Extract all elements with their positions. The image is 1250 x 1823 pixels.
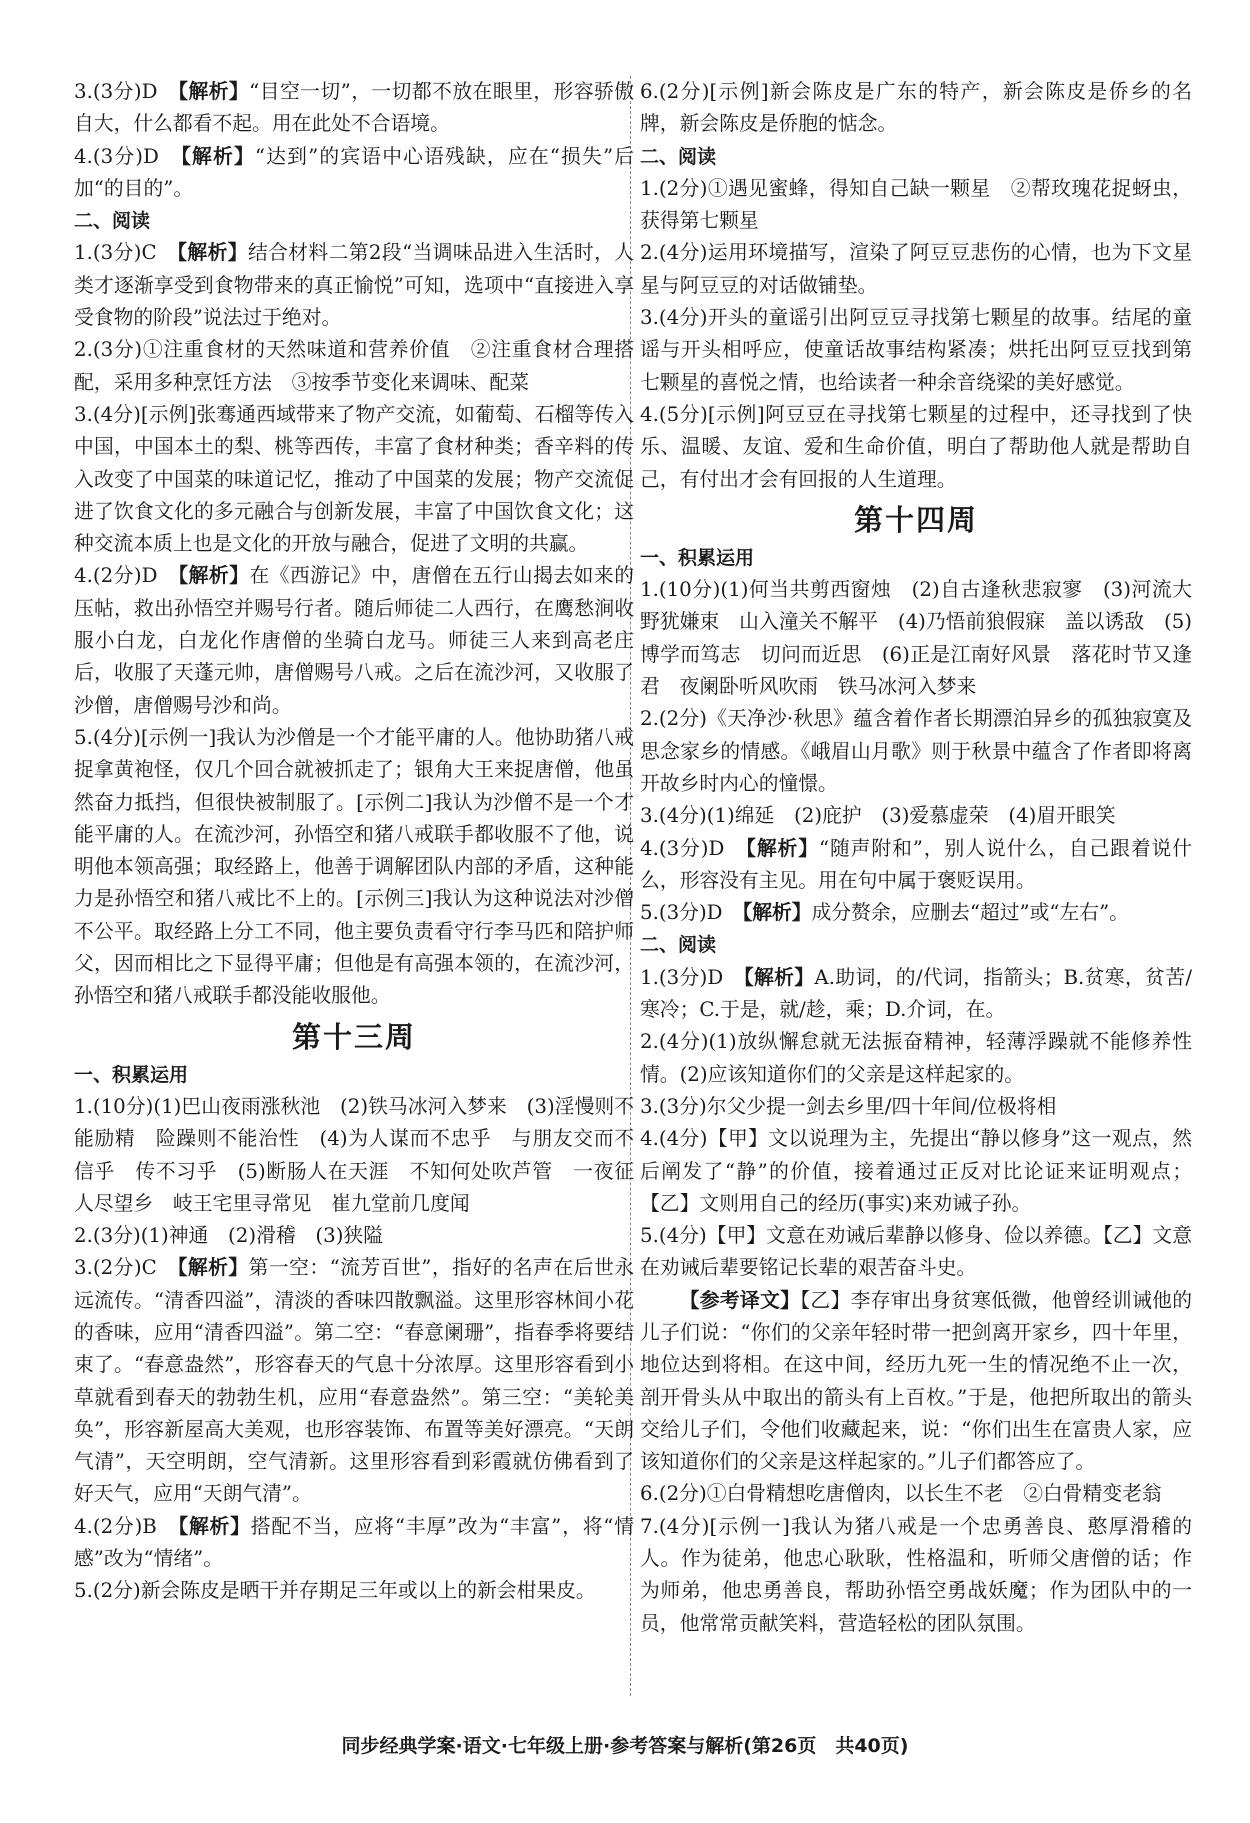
answer-text: “达到”的宾语中心语残缺，应在“损失”后加“的目的”。: [74, 144, 635, 200]
left-column: [74, 76, 634, 1608]
answer-text: 第一空：“流芳百世”，指好的名声在后世永远流传。“清香四溢”，清淡的香味四散飘溢。这里形容林间小花的香味，应用“清香四溢”。第二空：“春意阑珊”，指春季将要结束了。“春意盎然”，形容春天的气息十分浓厚。这里形容看到小草就看到春天的勃勃生机，应用“春意盎然”。第三空：“美轮美奂”，形容新屋高大美观，也形容装饰、布置等美好漂亮。“天朗气清”，天空明朗，空气清新。这里形容看到彩霞就仿佛看到了好天气，应用“天朗气清”。: [74, 1256, 634, 1506]
analysis-tag: 【解析】: [743, 965, 815, 989]
answer-item: [640, 1123, 1192, 1220]
answer-number: 3.: [74, 402, 93, 426]
answer-text: [示例一]我认为猪八戒是一个忠勇善良、憨厚滑稽的人。作为徒弟，他忠心耿耿，性格温和，听师父唐僧的话；作为师弟，他忠勇善良，帮助孙悟空勇战妖魔；作为团队中的一员，他常常贡献笑料，营造轻松的团队氛围。: [640, 1514, 1192, 1635]
answer-item: [640, 703, 1192, 800]
answer-number: 3.: [640, 1094, 659, 1118]
answer-text: 尔父少提一剑去乡里/四十年间/位极将相: [706, 1094, 1057, 1118]
answer-number: 1.: [74, 1094, 93, 1118]
answer-item: [74, 334, 634, 399]
answer-text: A.助词，的/代词，指箭头；B.贫寒，贫苦/寒冷；C.于是，就/趁，乘；D.介词，在。: [640, 965, 1192, 1022]
analysis-tag: 【解析】: [177, 241, 248, 265]
answer-text: (1)巴山夜雨涨秋池 (2)铁马冰河入梦来 (3)淫慢则不能励精 险躁则不能治性 (4)为人谋而不忠乎 与朋友交而不信乎 传不习乎 (5)断肠人在天涯 不知何处吹芦管 一夜征人尽望乡 岐王宅里寻常见 崔九堂前几度闻: [74, 1094, 634, 1215]
answer-score: (2分): [658, 176, 708, 200]
answer-text: ①白骨精想吃唐僧肉，以长生不老 ②白骨精变老翁: [706, 1482, 1162, 1506]
section-heading: 二、阅读: [640, 934, 717, 957]
answer-item: [640, 76, 1192, 141]
answer-item: [74, 1091, 634, 1220]
answer-text: 结合材料二第2段“当调味品进入生活时，人类才逐渐享受到食物带来的真正愉悦”可知，选项中“直接进入享受食物的阶段”说法过于绝对。: [74, 241, 635, 330]
answer-number: 4.: [640, 836, 659, 860]
answer-item: [640, 173, 1192, 238]
answer-item: [74, 1220, 634, 1252]
answer-score: (2分)B: [92, 1514, 157, 1538]
answer-number: 5.: [74, 725, 93, 749]
answer-text: (1)绵延 (2)庇护 (3)爱慕虚荣 (4)眉开眼笑: [706, 804, 1116, 828]
reference-translation: [640, 1285, 1192, 1479]
answer-item: [640, 1026, 1192, 1091]
answer-number: 4.: [640, 1127, 659, 1151]
answer-number: 6.: [640, 1482, 659, 1506]
answer-text: (1)何当共剪西窗烛 (2)自古逢秋悲寂寥 (3)河流大野犹嫌束 山入潼关不解平 (4)乃悟前狼假寐 盖以诱敌 (5)博学而笃志 切问而近思 (6)正是江南好风景 落花时节又逢君 夜阑卧听风吹雨 铁马冰河入梦来: [640, 578, 1192, 699]
answer-item: [74, 1511, 634, 1576]
answer-score: (3分): [658, 1094, 707, 1118]
answer-number: 2.: [640, 1030, 659, 1054]
answer-item: [74, 141, 634, 206]
answer-text: [示例]张骞通西域带来了物产交流，如葡萄、石榴等传入中国，中国本土的梨、桃等西传，丰富了食材种类；香辛料的传入改变了中国菜的味道记忆，推动了中国菜的发展；物产交流促进了饮食文化的多元融合与创新发展，丰富了中国饮食文化；这种交流本质上也是文化的开放与融合，促进了文明的共赢。: [74, 402, 635, 556]
answer-text: [示例一]我认为沙僧是一个才能平庸的人。他协助猪八戒捉拿黄袍怪，仅几个回合就被抓走了；银角大王来捉唐僧，他虽然奋力抵挡，但很快被制服了。[示例二]我认为沙僧不是一个才能平庸的人。在流沙河，孙悟空和猪八戒联手都收服不了他，说明他本领高强；取经路上，他善于调解团队内部的矛盾，这种能力是孙悟空和猪八戒比不上的。[示例三]我认为这种说法对沙僧不公平。取经路上分工不同，他主要负责看守行李马匹和陪护师父，因而相比之下显得平庸；但他是有高强本领的，在流沙河，孙悟空和猪八戒联手都没能收服他。: [74, 725, 635, 1008]
answer-number: 3.: [74, 80, 93, 103]
answer-text: (1)神通 (2)滑稽 (3)狭隘: [140, 1224, 383, 1248]
week-heading: 第十三周: [291, 1019, 416, 1054]
answer-number: 4.: [74, 564, 93, 588]
answer-score: (4分): [658, 1514, 710, 1538]
answer-text: 【甲】文意在劝诫后辈静以修身、俭以养德。【乙】文意在劝诫后辈要铭记长辈的艰苦奋斗史。: [640, 1224, 1192, 1280]
answer-item: [640, 1220, 1192, 1285]
reference-translation-text: 【乙】李存审出身贫寒低微，他曾经训诫他的儿子们说：“你们的父亲年轻时带一把剑离开家乡，四十年里，地位达到将相。在这中间，经历九死一生的情况绝不止一次，剖开骨头从中取出的箭头有上百枚。”于是，他把所取出的箭头交给儿子们，令他们收藏起来，说：“你们出生在富贵人家，应该知道你们的父亲是这样起家的。”儿子们都答应了。: [640, 1288, 1192, 1474]
answer-item: [640, 1478, 1192, 1510]
answer-number: 2.: [640, 707, 659, 731]
answer-item: [74, 76, 634, 141]
answer-score: (3分)C: [92, 241, 157, 265]
answer-item: [640, 237, 1192, 302]
answer-text: 开头的童谣引出阿豆豆寻找第七颗星的故事。结尾的童谣与开头相呼应，使童话故事结构紧凑；烘托出阿豆豆找到第七颗星的喜悦之情，也给读者一种余音绕梁的美好感觉。: [640, 306, 1192, 394]
answer-score: (3分)D: [658, 965, 724, 989]
right-column: [640, 76, 1192, 1640]
answer-item: [74, 1575, 634, 1607]
week-heading: 第十四周: [853, 502, 978, 537]
answer-score: (4分): [658, 241, 708, 265]
answer-text: 运用环境描写，渲染了阿豆豆悲伤的心情，也为下文星星与阿豆豆的对话做铺垫。: [640, 241, 1192, 297]
section-heading: 一、积累运用: [74, 1063, 189, 1086]
reference-translation-title: 【参考译文】: [679, 1288, 801, 1312]
answer-text: ①注重食材的天然味道和营养价值 ②注重食材合理搭配，采用多种烹饪方法 ③按季节变化来调味、配菜: [74, 338, 634, 394]
answer-number: 1.: [640, 176, 659, 200]
answer-number: 4.: [74, 144, 93, 168]
answer-item: [640, 962, 1192, 1027]
answer-score: (2分): [658, 707, 707, 731]
answer-number: 3.: [640, 804, 659, 828]
answer-item: [74, 1252, 634, 1510]
answer-number: 2.: [74, 1224, 93, 1248]
answer-number: 6.: [640, 80, 659, 103]
answer-item: [74, 237, 634, 334]
analysis-tag: 【解析】: [181, 144, 255, 168]
answer-text: ①遇见蜜蜂，得知自己缺一颗星 ②帮玫瑰花捉蚜虫，获得第七颗星: [640, 176, 1192, 233]
answer-item: [640, 833, 1192, 898]
answer-score: (3分)D: [658, 901, 723, 925]
answer-score: (2分): [658, 1482, 707, 1506]
answer-number: 1.: [640, 965, 659, 989]
analysis-tag: 【解析】: [742, 901, 812, 925]
analysis-tag: 【解析】: [178, 1514, 251, 1538]
answer-score: (3分)D: [92, 144, 159, 168]
answer-number: 3.: [74, 1256, 93, 1280]
answer-item: [640, 1511, 1192, 1640]
answer-score: (2分): [658, 80, 710, 103]
answer-number: 1.: [74, 241, 93, 265]
answer-score: (4分): [92, 725, 141, 749]
answer-score: (3分)D: [92, 80, 158, 103]
answer-number: 2.: [640, 241, 659, 265]
answer-score: (3分): [92, 338, 143, 362]
analysis-tag: 【解析】: [178, 564, 250, 588]
answer-score: (4分): [658, 1127, 708, 1151]
answer-score: (4分): [658, 804, 707, 828]
analysis-tag: 【解析】: [177, 1256, 249, 1280]
answer-score: (5分): [658, 402, 708, 426]
answer-number: 1.: [640, 578, 659, 602]
answer-item: [74, 722, 634, 1013]
section-heading: 二、阅读: [640, 145, 717, 168]
section-heading: 一、积累运用: [640, 546, 755, 569]
answer-text: (1)放纵懈怠就无法振奋精神，轻薄浮躁就不能修养性情。(2)应该知道你们的父亲是这样起家的。: [640, 1030, 1192, 1086]
answer-score: (2分)D: [92, 564, 158, 588]
answer-item: [640, 897, 1192, 929]
answer-score: (4分): [92, 402, 141, 426]
answer-number: 5.: [640, 1224, 659, 1248]
answer-text: “随声附和”，别人说什么，自己跟着说什么，形容没有主见。用在句中属于褒贬误用。: [640, 836, 1192, 892]
analysis-tag: 【解析】: [746, 836, 819, 860]
answer-score: (2分): [92, 1579, 141, 1603]
answer-score: (4分): [658, 1224, 707, 1248]
answer-text: [示例]新会陈皮是广东的特产，新会陈皮是侨乡的名牌，新会陈皮是侨胞的惦念。: [640, 80, 1192, 136]
answer-number: 7.: [640, 1514, 659, 1538]
answer-item: [640, 1091, 1192, 1123]
answer-number: 2.: [74, 338, 93, 362]
answer-text: 成分赘余，应删去“超过”或“左右”。: [811, 901, 1129, 925]
answer-number: 3.: [640, 306, 659, 330]
answer-number: 5.: [74, 1579, 93, 1603]
answer-item: [640, 574, 1192, 703]
analysis-tag: 【解析】: [178, 80, 250, 103]
answer-score: (3分)D: [658, 836, 725, 860]
answer-text: 搭配不当，应将“丰厚”改为“丰富”，将“情感”改为“情绪”。: [74, 1514, 634, 1571]
answer-text: 【甲】文以说理为主，先提出“静以修身”这一观点，然后阐发了“静”的价值，接着通过正反对比论证来证明观点；【乙】文则用自己的经历(事实)来劝诫子孙。: [640, 1127, 1192, 1215]
answer-text: 《天净沙·秋思》蕴含着作者长期漂泊异乡的孤独寂寞及思念家乡的情感。《峨眉山月歌》则于秋景中蕴含了作者即将离开故乡时内心的憧憬。: [640, 707, 1192, 795]
answer-score: (10分): [92, 1094, 154, 1118]
answer-number: 4.: [640, 402, 659, 426]
answer-item: [74, 399, 634, 560]
answer-score: (2分)C: [92, 1256, 157, 1280]
answer-number: 4.: [74, 1514, 93, 1538]
answer-item: [640, 399, 1192, 496]
answer-score: (4分): [658, 306, 708, 330]
answer-score: (4分): [658, 1030, 709, 1054]
answer-text: [示例]阿豆豆在寻找第七颗星的过程中，还寻找到了快乐、温暖、友谊、爱和生命价值，明白了帮助他人就是帮助自己，有付出才会有回报的人生道理。: [640, 402, 1192, 491]
answer-score: (10分): [658, 578, 721, 602]
answer-score: (3分): [92, 1224, 141, 1248]
answer-text: 在《西游记》中，唐僧在五行山揭去如来的压帖，救出孙悟空并赐号行者。随后师徒二人西行，在鹰愁涧收服小白龙，白龙化作唐僧的坐骑白龙马。师徒三人来到高老庄后，收服了天蓬元帅，唐僧赐号八戒。之后在流沙河，又收服了沙僧，唐僧赐号沙和尚。: [74, 564, 634, 717]
answer-item: [640, 302, 1192, 399]
answer-item: [640, 800, 1192, 832]
answer-text: “目空一切”，一切都不放在眼里，形容骄傲自大，什么都看不起。用在此处不合语境。: [74, 80, 634, 136]
page-footer: 同步经典学案·语文·七年级上册·参考答案与解析(第26页 共40页): [341, 1735, 909, 1757]
section-heading: 二、阅读: [74, 210, 151, 233]
answer-text: 新会陈皮是晒干并存期足三年或以上的新会柑果皮。: [140, 1579, 596, 1603]
answer-item: [74, 560, 634, 721]
answer-number: 5.: [640, 901, 659, 925]
